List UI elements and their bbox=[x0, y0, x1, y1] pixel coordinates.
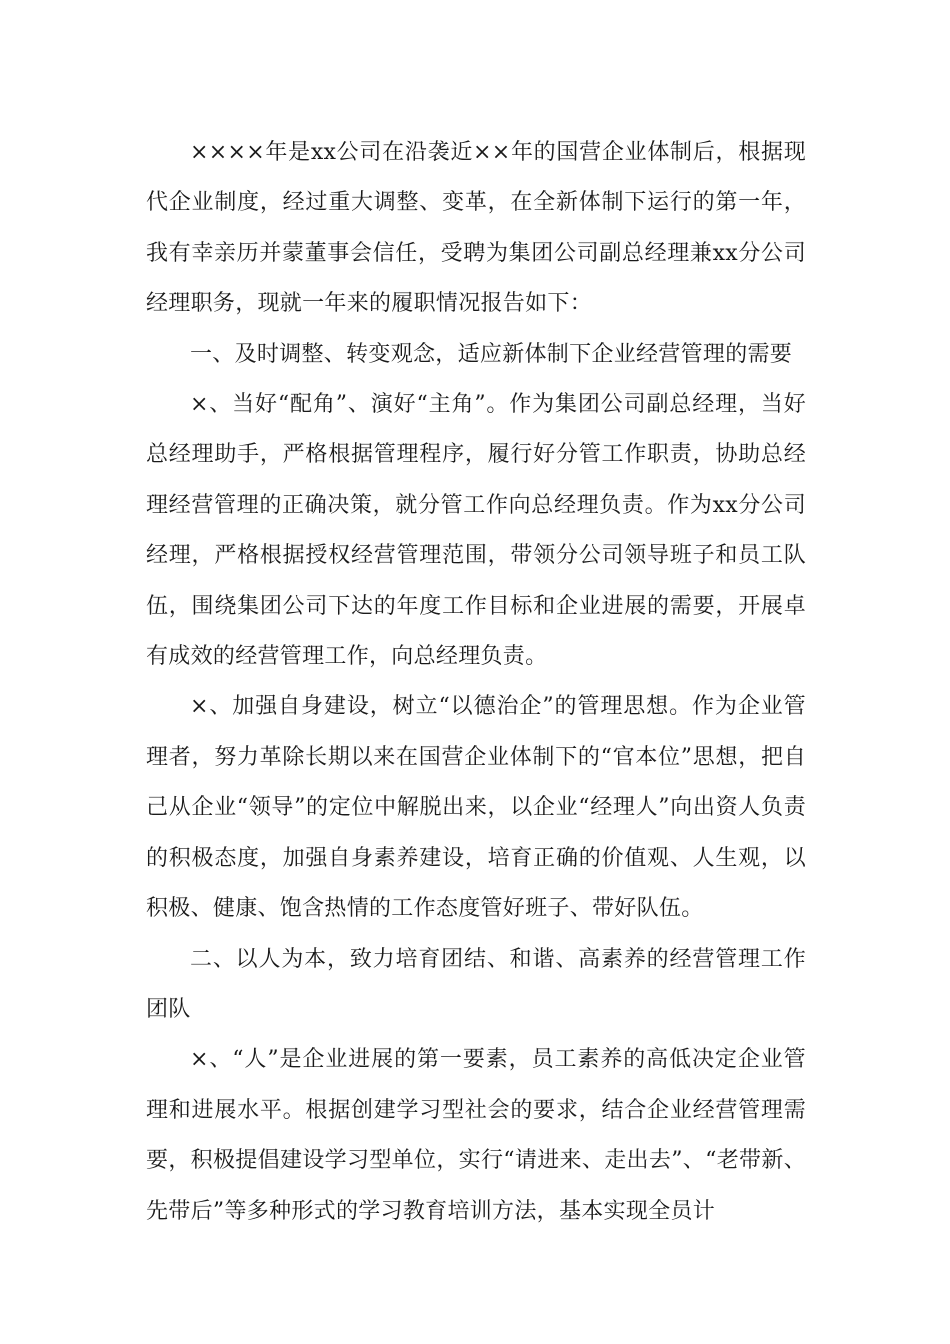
body-paragraph: ×、当好“配角”、演好“主角”。作为集团公司副总经理，当好总经理助手，严格根据管理程序，履行好分管工作职责，协助总经理经营管理的正确决策，就分管工作向总经理负责。作为xx分公司经理，严格根据授权经营管理范围，带领分公司领导班子和员工队伍，围绕集团公司下达的年度工作目标和企业进展的需要，开展卓有成效的经营管理工作，向总经理负责。 bbox=[146, 392, 806, 670]
section-heading-1: 一、及时调整、转变观念，适应新体制下企业经营管理的需要 bbox=[190, 341, 793, 367]
body-paragraph: ×、“人”是企业进展的第一要素，员工素养的高低决定企业管理和进展水平。根据创建学习型社会的要求，结合企业经营管理需要，积极提倡建设学习型单位，实行“请进来、走出去”、“老带新、先带后”等多种形式的学习教育培训方法，基本实现全员计 bbox=[146, 1047, 806, 1224]
intro-paragraph: ××××年是xx公司在沿袭近××年的国营企业体制后，根据现代企业制度，经过重大调整、变革，在全新体制下运行的第一年，我有幸亲历并蒙董事会信任，受聘为集团公司副总经理兼xx分公司经理职务，现就一年来的履职情况报告如下： bbox=[146, 140, 806, 317]
document-body bbox=[146, 128, 806, 1237]
body-paragraph: ×、加强自身建设，树立“以德治企”的管理思想。作为企业管理者，努力革除长期以来在国营企业体制下的“官本位”思想，把自己从企业“领导”的定位中解脱出来，以企业“经理人”向出资人负责的积极态度，加强自身素养建设，培育正确的价值观、人生观，以积极、健康、饱含热情的工作态度管好班子、带好队伍。 bbox=[146, 694, 806, 922]
section-heading-2: 二、以人为本，致力培育团结、和谐、高素养的经营管理工作团队 bbox=[146, 946, 806, 1022]
